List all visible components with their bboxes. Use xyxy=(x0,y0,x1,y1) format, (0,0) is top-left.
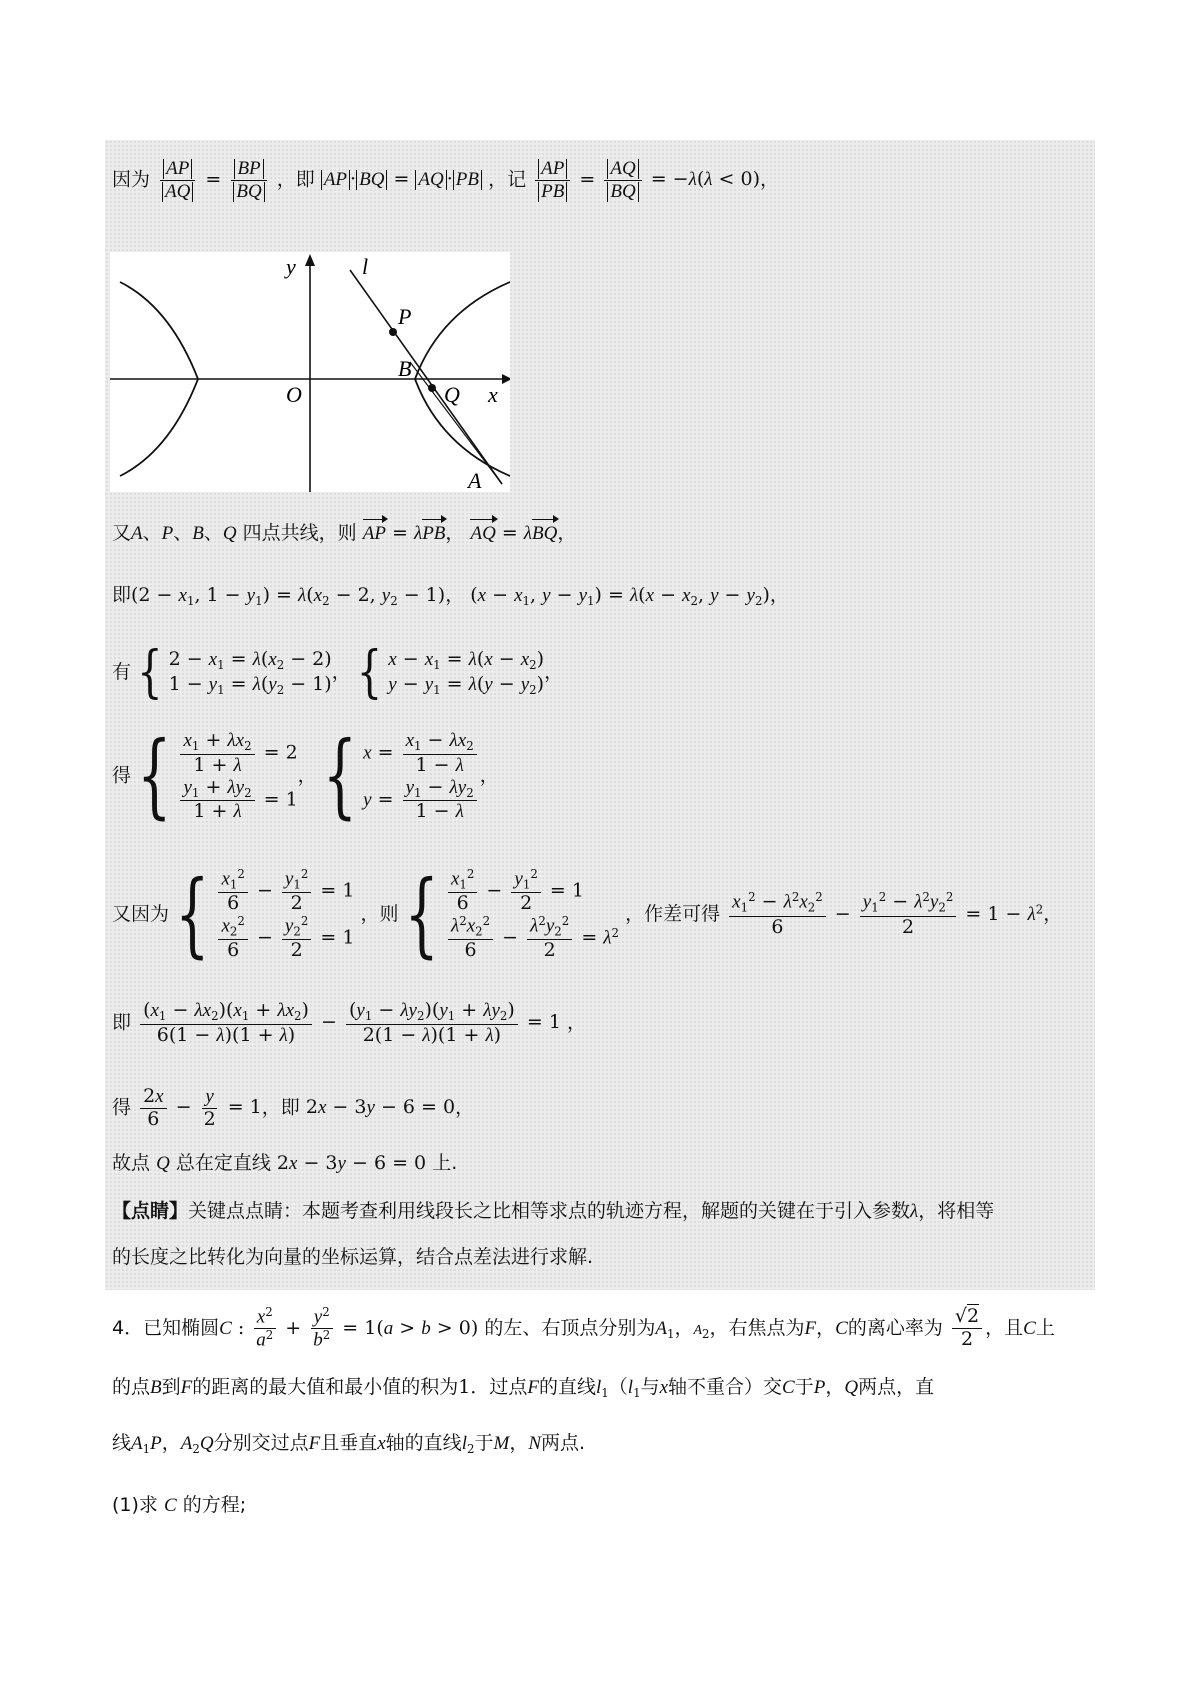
formula: $\frac{BP}{BQ}$ xyxy=(230,158,267,203)
text: ， xyxy=(566,1011,586,1034)
formula: $x - x_1 = \lambda(x - x_2)$ $y - y_1 = \lambda(y - y_2)$ xyxy=(388,648,545,697)
line-ratio-definition: 因为 $\frac{AP}{AQ}$ = $\frac{BP}{BQ}$ ，即 AP · BQ = AQ · PB ，记 $\frac{AP}{PB}$ = $\frac{AQ}{BQ}$ = −λ(λ < 0)， xyxy=(112,158,780,202)
label-y: y xyxy=(286,254,296,279)
formula: = −λ(λ < 0) xyxy=(650,168,760,191)
text: ， xyxy=(455,1096,475,1119)
problem4-line-3: 线$A_1P$，$A_2Q$分别交过点F且垂直x轴的直线$l_2$于M，N两点. xyxy=(112,1432,586,1457)
line-coordinates xyxy=(112,584,789,608)
text: ， xyxy=(825,1376,845,1398)
text: ， xyxy=(760,168,780,191)
formula: ($2 - x_1$, $1 - y_1) = \lambda(x_2 - 2$, $y_2 - 1$) xyxy=(131,584,446,609)
text: 的距离的最大值和最小值的积为 xyxy=(192,1376,459,1398)
formula: $\frac{x_1^2}{6}$ − $\frac{y_1^2}{2}$ = 1 $\frac{x_2^2}{6}$ − $\frac{y_2^2}{2}$ = 1 xyxy=(215,868,354,962)
formula: 2x − 3y − 6 = 0 xyxy=(305,1096,456,1119)
text: 两点. xyxy=(541,1432,586,1454)
formula: AQ = λBQ xyxy=(470,522,558,544)
formula: 2x − 3y − 6 = 0 xyxy=(276,1152,427,1174)
text: 两点，直 xyxy=(858,1376,935,1398)
label-A: A xyxy=(468,468,482,492)
text: 得 xyxy=(112,1096,132,1119)
text: 即 xyxy=(112,584,132,606)
label-l: l xyxy=(362,254,369,279)
text: 到 xyxy=(161,1376,181,1398)
text: ， xyxy=(1043,902,1063,925)
text: ，且 xyxy=(985,1316,1024,1339)
text: 线 xyxy=(112,1432,132,1454)
formula: $\frac{x_1^2 - \lambda^2x_2^2}{6}$ − $\frac{y_1^2 - \lambda^2y_2^2}{2}$ = $1 - \lambda^2$ xyxy=(726,903,1043,925)
text: ， xyxy=(445,584,465,606)
formula: x = $\frac{x_1 - \lambda x_2}{1 - \lambda}$ y = $\frac{y_1 - \lambda y_2}{1 - \lambda}$ xyxy=(363,730,480,823)
text: (1)求 xyxy=(112,1494,158,1516)
text: 分别交过点 xyxy=(213,1432,309,1454)
text: 的方程; xyxy=(182,1494,247,1516)
point-P xyxy=(389,328,397,336)
text: 即 xyxy=(112,1011,132,1034)
text: 的左、右顶点分别为 xyxy=(484,1316,656,1339)
formula: AP · BQ = AQ · PB xyxy=(321,168,482,190)
text: ， xyxy=(161,1432,181,1454)
text: 的直线 xyxy=(538,1376,596,1398)
text: 故点 xyxy=(112,1152,151,1174)
text: ．过点 xyxy=(470,1376,528,1398)
text: 的长度之比转化为向量的坐标运算，结合点差法进行求解. xyxy=(112,1246,594,1268)
text: 因为 xyxy=(112,168,151,191)
label-x: x xyxy=(488,382,498,407)
text: 4．已知椭圆 xyxy=(112,1316,220,1339)
text: 1 xyxy=(458,1376,471,1398)
text: ，即 xyxy=(261,1096,300,1119)
text: ， xyxy=(769,584,789,606)
formula: $2 - x_1 = \lambda(x_2 - 2)$ $1 - y_1 = \lambda(y_2 - 1)$ xyxy=(168,648,332,697)
note-line-2 xyxy=(112,1246,593,1269)
formula: ($x - x_1$, $y - y_1) = \lambda(x - x_2$, $y - y_2$) xyxy=(470,584,770,609)
formula: $\frac{AP}{PB}$ xyxy=(535,158,570,203)
problem4-line-1: 4．已知椭圆C : $\frac{x^2}{a^2}$ + $\frac{y^2}{b^2}$ = 1(a > b > 0) 的左、右顶点分别为$A_1$，$A_2$，右焦点为F，C的离心率为 $\frac{√2}{2}$ ，且C上 xyxy=(112,1305,1055,1351)
formula: $\frac{(x_1 - \lambda x_2)(x_1 + \lambda x_2)}{6(1 - \lambda)(1 + \lambda)}$ − $\frac{(y_1 - \lambda y_2)(y_1 + \lambda y_2)}{2(1 - \lambda)(1 + \lambda)}$ = 1 xyxy=(137,1011,567,1033)
text: （ xyxy=(608,1376,628,1398)
text: 得 xyxy=(112,764,132,787)
problem4-question-1: (1)求 C 的方程; xyxy=(112,1494,247,1516)
formula: $\frac{x_1 + \lambda x_2}{1 + \lambda}$ = 2 $\frac{y_1 + \lambda y_2}{1 + \lambda}$ = 1 xyxy=(177,730,297,823)
text: ， xyxy=(331,660,351,683)
label-P: P xyxy=(398,304,412,329)
line-conclusion: 故点 Q 总在定直线 2x − 3y − 6 = 0 上. xyxy=(112,1152,458,1174)
text: 上 xyxy=(1035,1316,1055,1339)
text: 且垂直 xyxy=(320,1432,378,1454)
text: ， xyxy=(445,522,465,544)
formula: $\frac{2x}{6}$ − $\frac{y}{2}$ = 1 xyxy=(137,1096,262,1118)
formula: $\frac{x_1^2}{6}$ − $\frac{y_1^2}{2}$ = 1 $\frac{\lambda^2x_2^2}{6}$ − $\frac{\lambda^2y_2^2}{2}$ = $\lambda^2$ xyxy=(445,868,619,962)
text: ，记 xyxy=(488,168,527,191)
formula: $\frac{AP}{AQ}$ xyxy=(159,158,196,203)
line-difference: 又因为 { $\frac{x_1^2}{6}$ − $\frac{y_1^2}{2}$ = 1 $\frac{x_2^2}{6}$ − $\frac{y_2^2}{2}$ = 1 ，则 { $\frac{x_1^2}{6}$ − $\frac{y_1^2}{2}$ = 1 $\frac{\lambda^2x_2^2}{6}$ − $\frac{\lambda^2y_2^2}{2}$ = $\lambda^2$ ，作差可得 $\frac{x_1^2 - \lambda^2x_2^2}{6}$ − $\frac{y_1^2 - \lambda^2y_2^2}{2}$ = $1 - \lambda^2$， xyxy=(112,859,1063,967)
text: ，将相等 xyxy=(918,1200,995,1222)
text: ， xyxy=(509,1432,529,1454)
label-B: B xyxy=(398,356,412,381)
point-Q xyxy=(428,384,436,392)
text: 上. xyxy=(432,1152,458,1174)
formula: $\frac{AQ}{BQ}$ xyxy=(604,158,641,203)
text: ，右焦点为 xyxy=(709,1316,805,1339)
note-line-1: 【点睛】关键点点睛：本题考查利用线段长之比相等求点的轨迹方程，解题的关键在于引入参数λ，将相等 xyxy=(112,1200,995,1222)
text: 的点 xyxy=(112,1376,151,1398)
text: 轴不重合）交 xyxy=(668,1376,783,1398)
text: ，即 xyxy=(276,168,315,191)
text: ， xyxy=(557,522,577,544)
text: 有 xyxy=(112,660,132,683)
text: 与 xyxy=(640,1376,660,1398)
line-system-1: 有 { $2 - x_1 = \lambda(x_2 - 2)$ $1 - y_1 = \lambda(y_2 - 1)$ ， { $x - x_1 = \lambda(x - x_2)$ $y - y_1 = \lambda(y - y_2)$ ， xyxy=(112,640,564,706)
text: ，则 xyxy=(360,902,399,925)
text: 四点共线，则 xyxy=(242,522,357,544)
label-Q: Q xyxy=(444,382,460,407)
line-factored xyxy=(112,1000,586,1047)
text: ， xyxy=(297,764,317,787)
text: ，作差可得 xyxy=(625,902,721,925)
text: ， xyxy=(816,1316,836,1339)
text: 的离心率为 xyxy=(847,1316,943,1339)
note-label: 【点睛】 xyxy=(112,1200,189,1222)
text: 于 xyxy=(474,1432,494,1454)
text: 又因为 xyxy=(112,902,170,925)
text: 又 xyxy=(112,522,132,544)
text: 总在定直线 xyxy=(175,1152,271,1174)
hyperbola-diagram xyxy=(110,252,510,492)
text: ， xyxy=(479,764,499,787)
text: ， xyxy=(674,1316,694,1339)
text: ， xyxy=(544,660,564,683)
text: 轴的直线 xyxy=(385,1432,462,1454)
formula: AP = λPB xyxy=(362,522,446,544)
label-O: O xyxy=(286,382,302,407)
line-result xyxy=(112,1086,474,1131)
text: 关键点点睛：本题考查利用线段长之比相等求点的轨迹方程，解题的关键在于引入参数 xyxy=(188,1200,911,1222)
text: 于 xyxy=(794,1376,814,1398)
line-system-2: 得 { $\frac{x_1 + \lambda x_2}{1 + \lambda}$ = 2 $\frac{y_1 + \lambda y_2}{1 + \lambda}$ = 1 ， { x = $\frac{x_1 - \lambda x_2}{1 - \lambda}$ y = $\frac{y_1 - \lambda y_2}{1 - \lambda}$ ， xyxy=(112,721,499,829)
line-collinear: 又A、P、B、Q 四点共线，则 AP = λPB， AQ = λBQ， xyxy=(112,522,577,544)
problem4-line-2: 的点B到F的距离的最大值和最小值的积为1．过点F的直线$l_1(l_1$与x轴不重合）交C于P，Q两点，直 xyxy=(112,1376,935,1401)
